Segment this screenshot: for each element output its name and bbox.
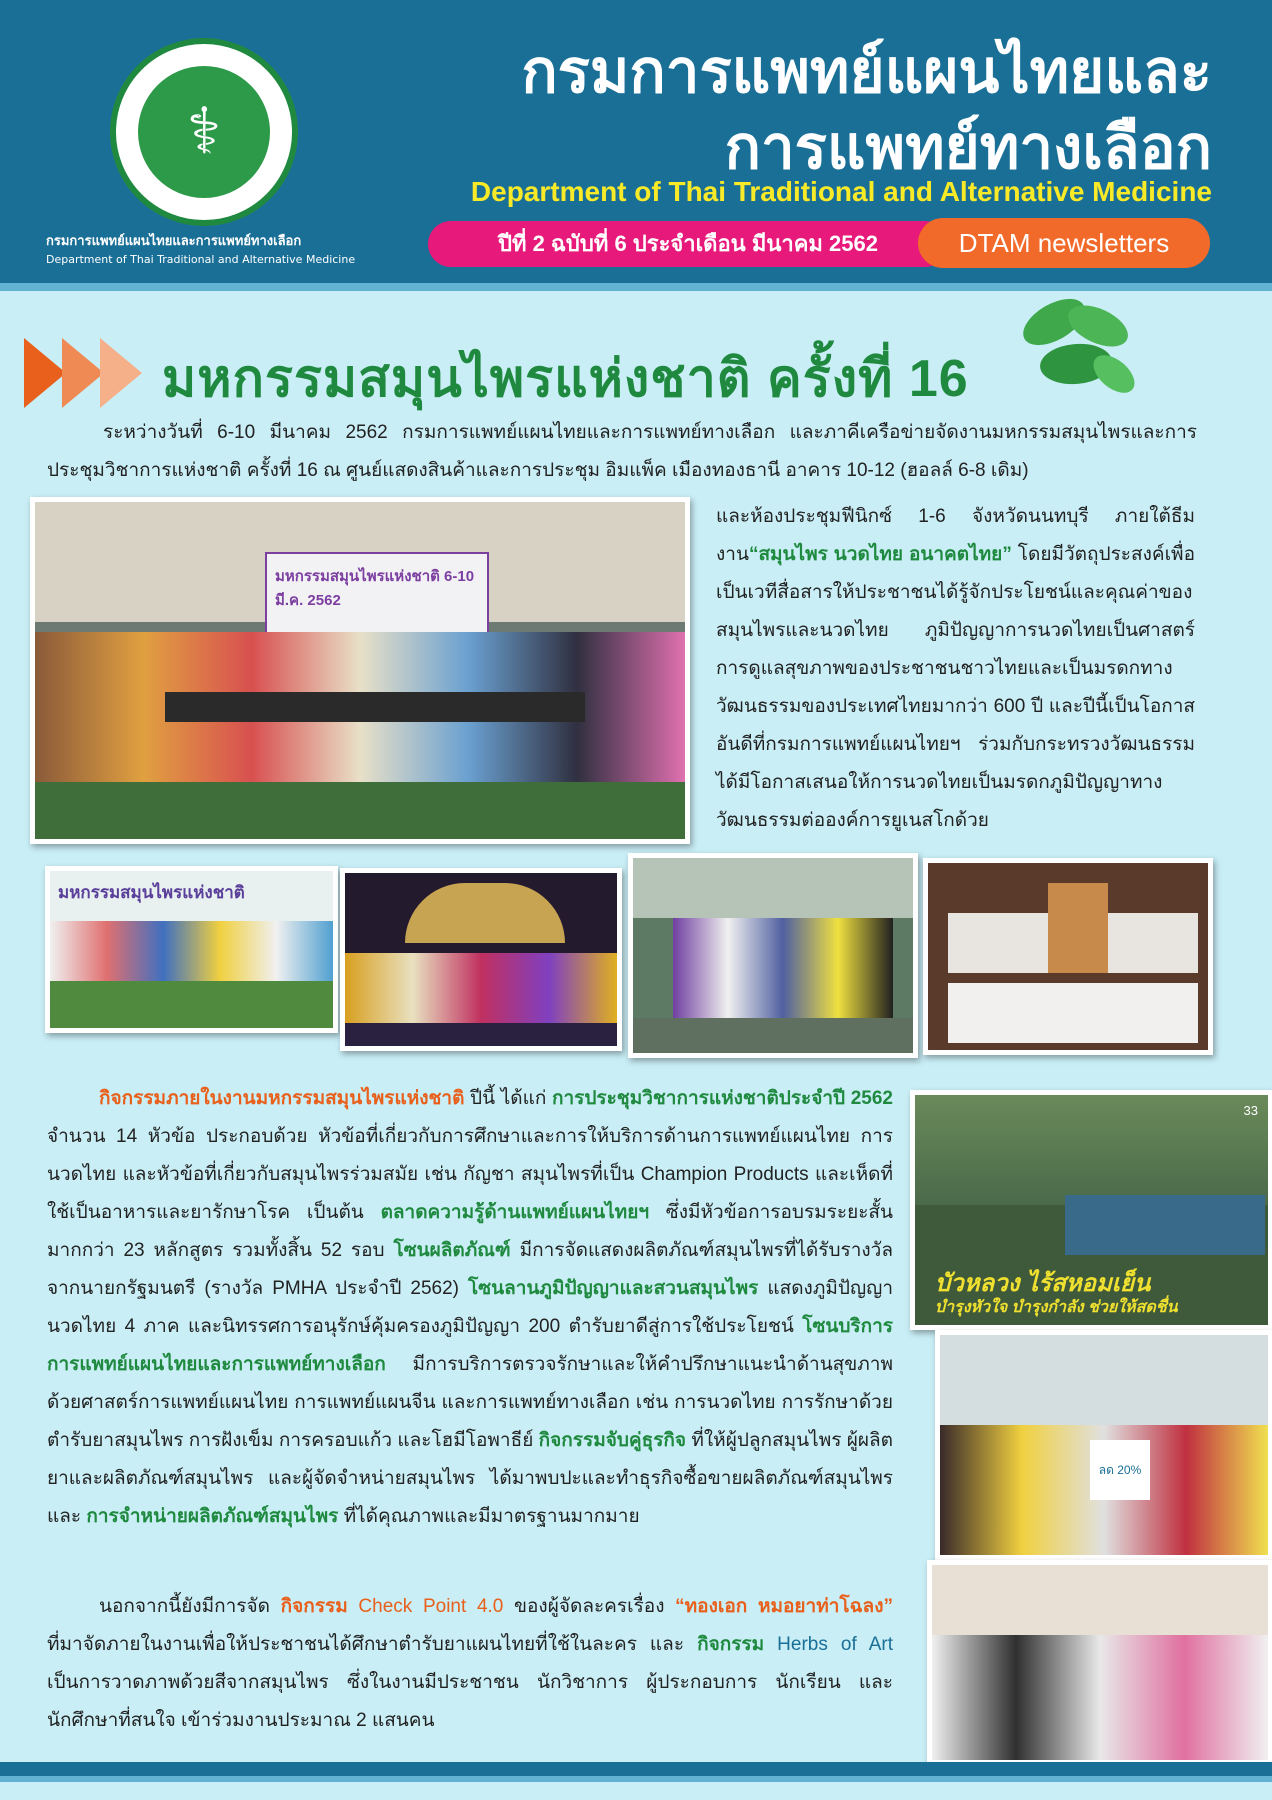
side-text-1: และห้องประชุมฟีนิกซ์ 1-6 จังหวัดนนทบุรี ภายใต้ธีมงาน	[716, 506, 1195, 565]
wisdom-zone-label: โซนลานภูมิปัญญาและสวนสมุนไพร	[468, 1278, 759, 1299]
activities-text-8: ที่ได้คุณภาพและมีมาตรฐานมากมาย	[338, 1506, 640, 1527]
article-headline: มหกรรมสมุนไพรแห่งชาติ ครั้งที่ 16	[162, 350, 969, 408]
event-banner	[265, 552, 489, 636]
issue-badge: ปีที่ 2 ฉบับที่ 6 ประจำเดือน มีนาคม 2562	[428, 221, 948, 267]
product-zone-label: โซนผลิตภัณฑ์	[393, 1240, 511, 1261]
title-line-2: การแพทย์ทางเลือก	[724, 114, 1212, 181]
title-line-1: กรมการแพทย์แผนไทยและ	[521, 38, 1212, 105]
logo-caption-th: กรมการแพทย์แผนไทยและการแพทย์ทางเลือก	[46, 234, 302, 249]
thumbnail-stage-photo	[340, 868, 622, 1051]
activities-text-2: จำนวน 14 หัวข้อ ประกอบด้วย หัวข้อที่เกี่ยวกับการศึกษาและการให้บริการด้านการแพทย์แผนไทย การนวดไทย และหัวข้อที่เกี่ยวกับสมุนไพรร่วมสมัย เช่น กัญชา สมุนไพรที่เป็น Champion Products และเห็ดที่ใช้เป็นอาหารและยารักษาโรค เป็นต้น	[47, 1126, 893, 1223]
drama-title: “ทองเอก หมอยาท่าโฉลง”	[675, 1596, 893, 1617]
title-english: Department of Thai Traditional and Alternative Medicine	[470, 176, 1212, 207]
tv-drama-photo	[910, 1090, 1272, 1330]
newsletter-badge: DTAM newsletters	[918, 218, 1210, 268]
discount-sign: ลด 20%	[1090, 1440, 1150, 1500]
theme-text: “สมุนไพร นวดไทย อนาคตไทย”	[748, 544, 1012, 565]
extra-text-1: นอกจากนี้ยังมีการจัด	[99, 1596, 281, 1617]
knowledge-market-label: ตลาดความรู้ด้านแพทย์แผนไทยฯ	[380, 1202, 650, 1223]
footer-stripe	[0, 1776, 1272, 1782]
activities-text-3: ซึ่งมีหัวข้อการอบรมระยะสั้นมากกว่า 23 หลักสูตร รวมทั้งสิ้น 52 รอบ	[47, 1202, 894, 1261]
business-matching-label: กิจกรรมจับคู่ธุรกิจ	[538, 1430, 687, 1451]
activities-paragraph	[47, 1080, 893, 1536]
extra-text-4: เป็นการวาดภาพด้วยสีจากสมุนไพร ซึ่งในงานมีประชาชน นักวิชาการ ผู้ประกอบการ นักเรียน และนักศึกษาที่สนใจ เข้าร่วมงานประมาณ 2 แสนคน	[47, 1672, 893, 1731]
extra-text-3: ที่มาจัดภายในงานเพื่อให้ประชาชนได้ศึกษาตำรับยาแผนไทยที่ใช้ในละคร และ	[47, 1634, 698, 1655]
extra-activities-paragraph	[47, 1588, 893, 1740]
chevron-arrows-icon	[24, 338, 154, 408]
header-banner	[0, 0, 1272, 287]
activities-text-5: แสดงภูมิปัญญานวดไทย 4 ภาค และนิทรรศการอนุรักษ์คุ้มครองภูมิปัญญา 200 ตำรับยาดีสู่การใช้ประโยชน์	[47, 1278, 893, 1337]
activities-text-7: ที่ให้ผู้ปลูกสมุนไพร ผู้ผลิตยาและผลิตภัณฑ์สมุนไพร และผู้จัดจำหน่ายสมุนไพร ได้มาพบปะและทำธุรกิจซื้อขายผลิตภัณฑ์สมุนไพร และ	[47, 1430, 893, 1527]
main-event-photo	[30, 497, 690, 844]
checkpoint-label: กิจกรรม	[280, 1596, 348, 1617]
activities-heading: กิจกรรมภายในงานมหกรรมสมุนไพรแห่งชาติ	[99, 1088, 465, 1109]
thumbnail-banner-text: มหกรรมสมุนไพรแห่งชาติ	[58, 883, 245, 902]
event-banner-text: มหกรรมสมุนไพรแห่งชาติ 6-10 มี.ค. 2562	[275, 568, 475, 609]
side-text-2: โดยมีวัตถุประสงค์เพื่อเป็นเวทีสื่อสารให้ประชาชนได้รู้จักประโยชน์และคุณค่าของสมุนไพรและนวดไทย ภูมิปัญญาการนวดไทยเป็นศาสตร์การดูแลสุขภาพของประชาชนชาวไทยและเป็นมรดกทางวัฒนธรรมของประเทศไทยมากว่า 600 ปี และปีนี้เป็นโอกาสอันดีที่กรมการแพทย์แผนไทยฯ ร่วมกับกระทรวงวัฒนธรรม ได้มีโอกาสเสนอให้การนวดไทยเป็นมรดกภูมิปัญญาทางวัฒนธรรมต่อองค์การยูเนสโกด้วย	[716, 544, 1195, 831]
activities-text-4: มีการจัดแสดงผลิตภัณฑ์สมุนไพรที่ได้รับรางวัลจากนายกรัฐมนตรี (รางวัล PMHA ประจำปี 2562)	[47, 1240, 893, 1299]
caduceus-icon: ⚕	[186, 95, 222, 169]
mint-leaf-icon	[1012, 282, 1142, 402]
channel-logo: 33	[1243, 1103, 1258, 1118]
side-paragraph	[716, 498, 1195, 840]
checkpoint-name: Check Point 4.0	[347, 1596, 504, 1617]
logo-emblem	[138, 66, 270, 198]
herbs-art-label: กิจกรรม	[697, 1634, 765, 1655]
activities-text-6: มีการบริการตรวจรักษาและให้คำปรึกษาแนะนำด้านสุขภาพด้วยศาสตร์การแพทย์แผนไทย การแพทย์แผนจีน และการแพทย์ทางเลือก เช่น การนวดไทย การรักษาด้วยตำรับยาสมุนไพร การฝังเข็ม การครอบแก้ว และโฮมีโอพาธีย์	[47, 1354, 893, 1451]
thumbnail-visit-photo	[628, 853, 918, 1058]
ministry-logo	[110, 38, 298, 226]
herbs-art-photo	[927, 1560, 1272, 1765]
tv-caption-1: บัวหลวง ไร้สหอมเย็น	[935, 1270, 1151, 1297]
footer-bar	[0, 1762, 1272, 1776]
tv-caption-2: บำรุงหัวใจ บำรุงกำลัง ช่วยให้สดชื่น	[935, 1299, 1178, 1316]
thumbnail-group-photo	[45, 866, 338, 1033]
thumbnail-massage-photo	[923, 858, 1213, 1055]
extra-text-2: ของผู้จัดละครเรื่อง	[503, 1596, 676, 1617]
product-booth-photo	[935, 1330, 1272, 1560]
intro-paragraph: ระหว่างวันที่ 6-10 มีนาคม 2562 กรมการแพทย์แผนไทยและการแพทย์ทางเลือก และภาคีเครือข่ายจัดงานมหกรรมสมุนไพรและการประชุมวิชาการแห่งชาติ ครั้งที่ 16 ณ ศูนย์แสดงสินค้าและการประชุม อิมแพ็ค เมืองทองธานี อาคาร 10-12 (ฮอลล์ 6-8 เดิม)	[47, 422, 1197, 481]
conference-label: การประชุมวิชาการแห่งชาติประจำปี 2562	[551, 1088, 893, 1109]
product-sales-label: การจำหน่ายผลิตภัณฑ์สมุนไพร	[86, 1506, 339, 1527]
service-zone-label: โซนบริการการแพทย์แผนไทยและการแพทย์ทางเลือก	[47, 1316, 893, 1375]
logo-caption-en: Department of Thai Traditional and Alternative Medicine	[46, 253, 356, 266]
activities-text-1: ปีนี้ ได้แก่	[464, 1088, 552, 1109]
herbs-art-name: Herbs of Art	[764, 1634, 893, 1655]
